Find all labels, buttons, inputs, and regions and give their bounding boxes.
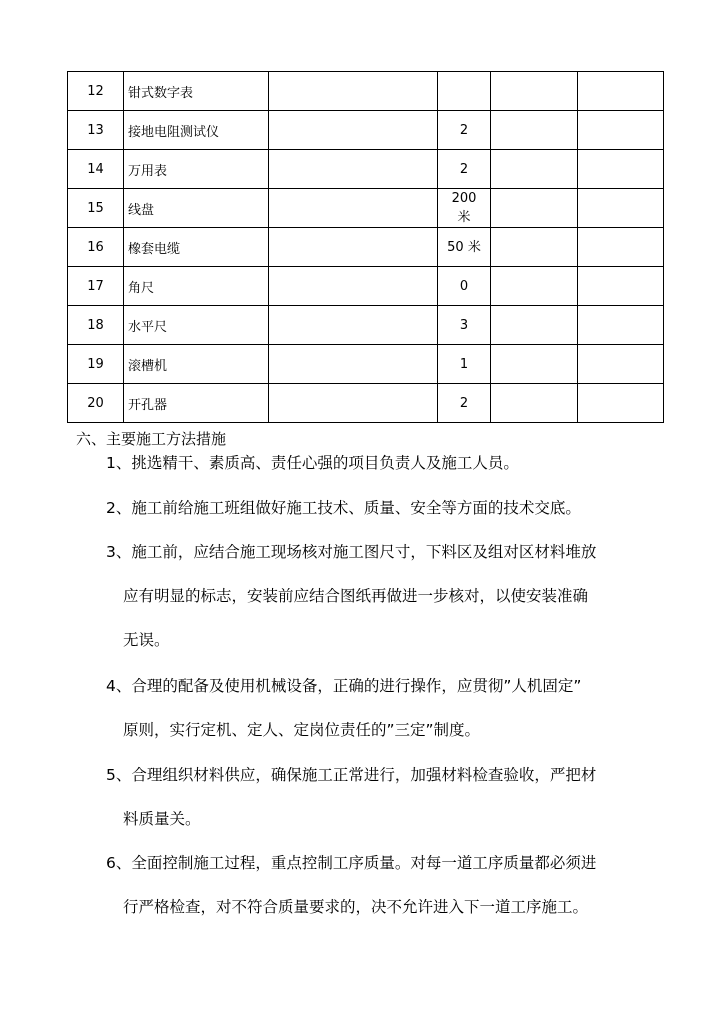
- extra-cell: [578, 189, 664, 228]
- table-row: [68, 306, 664, 345]
- table-row: [68, 189, 664, 228]
- row-number: 16: [68, 228, 124, 267]
- row-number: 14: [68, 150, 124, 189]
- paragraph-item-4: [106, 664, 626, 752]
- row-number: 12: [68, 72, 124, 111]
- equipment-name: 钳式数字表: [124, 72, 269, 111]
- row-number: 19: [68, 345, 124, 384]
- row-number: 20: [68, 384, 124, 423]
- extra-cell: [491, 228, 578, 267]
- equipment-quantity: 2: [438, 111, 491, 150]
- table-row: [68, 228, 664, 267]
- paragraph-item-3: [106, 530, 626, 662]
- extra-cell: [578, 306, 664, 345]
- equipment-quantity: [438, 72, 491, 111]
- extra-cell: [491, 72, 578, 111]
- table-row: [68, 267, 664, 306]
- paragraph-item-1: [106, 441, 626, 485]
- row-number: 18: [68, 306, 124, 345]
- extra-cell: [491, 267, 578, 306]
- extra-cell: [578, 111, 664, 150]
- paragraph-line: 2、施工前给施工班组做好施工技术、质量、安全等方面的技术交底。: [106, 499, 581, 517]
- equipment-quantity: 2: [438, 150, 491, 189]
- equipment-name: 万用表: [124, 150, 269, 189]
- equipment-table: [67, 71, 664, 423]
- extra-cell: [578, 267, 664, 306]
- equipment-spec: [269, 345, 438, 384]
- equipment-name: 线盘: [124, 189, 269, 228]
- equipment-spec: [269, 228, 438, 267]
- paragraph-item-5: [106, 753, 626, 841]
- paragraph-line: 料质量关。: [123, 810, 201, 828]
- row-number: 13: [68, 111, 124, 150]
- row-number: 17: [68, 267, 124, 306]
- equipment-spec: [269, 150, 438, 189]
- equipment-spec: [269, 267, 438, 306]
- extra-cell: [491, 150, 578, 189]
- extra-cell: [491, 306, 578, 345]
- equipment-quantity: 1: [438, 345, 491, 384]
- extra-cell: [491, 111, 578, 150]
- paragraph-line: 5、合理组织材料供应，确保施工正常进行，加强材料检查验收，严把材: [106, 766, 597, 784]
- equipment-name: 橡套电缆: [124, 228, 269, 267]
- equipment-spec: [269, 306, 438, 345]
- equipment-name: 角尺: [124, 267, 269, 306]
- equipment-name: 接地电阻测试仪: [124, 111, 269, 150]
- paragraph-line: 4、合理的配备及使用机械设备，正确的进行操作，应贯彻”人机固定”: [106, 677, 582, 695]
- paragraph-line: 无误。: [123, 631, 170, 649]
- section-heading: 六、主要施工方法措施: [76, 430, 227, 448]
- paragraph-item-6: [106, 841, 626, 929]
- equipment-quantity: 2: [438, 384, 491, 423]
- extra-cell: [578, 228, 664, 267]
- extra-cell: [491, 384, 578, 423]
- equipment-spec: [269, 384, 438, 423]
- extra-cell: [491, 345, 578, 384]
- row-number: 15: [68, 189, 124, 228]
- paragraph-item-2: [106, 486, 626, 530]
- equipment-quantity: 3: [438, 306, 491, 345]
- table-row: [68, 384, 664, 423]
- equipment-name: 滚槽机: [124, 345, 269, 384]
- equipment-spec: [269, 189, 438, 228]
- paragraph-line: 原则，实行定机、定人、定岗位责任的”三定”制度。: [123, 721, 481, 739]
- paragraph-line: 行严格检查，对不符合质量要求的，决不允许进入下一道工序施工。: [123, 898, 589, 916]
- table-row: [68, 150, 664, 189]
- equipment-quantity: 0: [438, 267, 491, 306]
- table-row: [68, 111, 664, 150]
- paragraph-line: 6、全面控制施工过程，重点控制工序质量。对每一道工序质量都必须进: [106, 854, 597, 872]
- paragraph-line: 1、挑选精干、素质高、责任心强的项目负责人及施工人员。: [106, 454, 519, 472]
- equipment-name: 水平尺: [124, 306, 269, 345]
- extra-cell: [578, 72, 664, 111]
- extra-cell: [491, 189, 578, 228]
- paragraph-line: 3、施工前，应结合施工现场核对施工图尺寸，下料区及组对区材料堆放: [106, 543, 597, 561]
- paragraph-line: 应有明显的标志，安装前应结合图纸再做进一步核对，以使安装准确: [123, 587, 589, 605]
- extra-cell: [578, 150, 664, 189]
- equipment-quantity: 50 米: [438, 228, 491, 267]
- equipment-spec: [269, 72, 438, 111]
- equipment-quantity: 200 米: [438, 189, 491, 228]
- equipment-name: 开孔器: [124, 384, 269, 423]
- equipment-spec: [269, 111, 438, 150]
- table-row: [68, 72, 664, 111]
- extra-cell: [578, 345, 664, 384]
- extra-cell: [578, 384, 664, 423]
- table-row: [68, 345, 664, 384]
